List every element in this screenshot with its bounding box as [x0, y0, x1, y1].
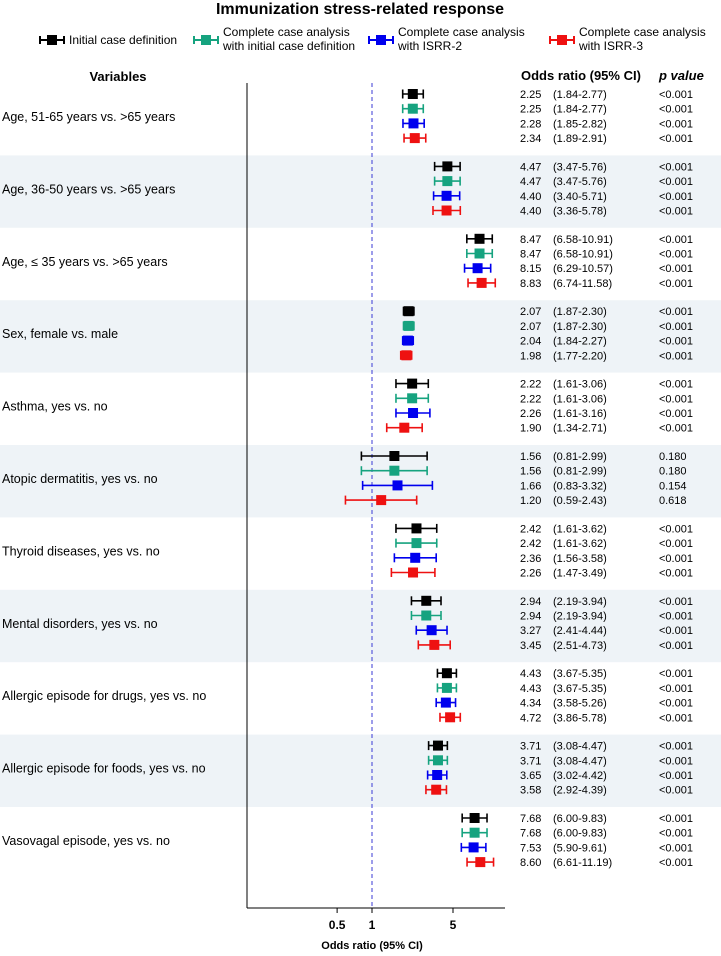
point-estimate — [389, 466, 399, 476]
or-value: 4.40 — [520, 205, 542, 218]
or-value: 2.25 — [520, 89, 542, 101]
variable-label: Atopic dermatitis, yes vs. no — [2, 472, 158, 486]
point-estimate — [442, 176, 452, 186]
point-estimate — [411, 538, 421, 548]
or-value: 4.43 — [520, 682, 542, 695]
p-value: <0.001 — [659, 133, 693, 146]
header-p-value: p value — [659, 68, 704, 83]
point-estimate — [408, 408, 418, 418]
point-estimate — [475, 249, 485, 259]
or-value: 1.66 — [520, 480, 542, 493]
variable-label: Sex, female vs. male — [2, 327, 119, 342]
ci-value: (1.61-3.06) — [553, 378, 607, 391]
ci-value: (1.56-3.58) — [553, 552, 607, 565]
header-variables: Variables — [89, 69, 147, 84]
ci-value: (2.51-4.73) — [553, 639, 607, 652]
p-value: <0.001 — [659, 770, 693, 782]
point-estimate — [432, 770, 442, 780]
or-value: 2.25 — [520, 103, 542, 116]
variable-label: Mental disorders, yes vs. no — [2, 616, 158, 631]
ci-value: (1.34-2.71) — [553, 422, 607, 435]
p-value: <0.001 — [659, 205, 693, 218]
or-value: 3.65 — [520, 770, 542, 782]
legend-label: Complete case analysis — [398, 25, 525, 39]
or-value: 2.22 — [520, 378, 542, 391]
p-value: <0.001 — [659, 320, 693, 333]
point-estimate — [469, 842, 479, 852]
point-estimate — [421, 611, 431, 621]
ci-value: (6.29-10.57) — [553, 263, 613, 276]
p-value: <0.001 — [659, 538, 693, 551]
header-odds-ratio: Odds ratio (95% CI) — [521, 68, 641, 83]
or-value: 2.07 — [520, 306, 542, 319]
or-value: 4.47 — [520, 176, 542, 189]
p-value: 0.180 — [659, 451, 687, 463]
or-value: 2.34 — [520, 133, 542, 146]
legend — [40, 25, 706, 53]
point-estimate — [407, 379, 417, 389]
p-value: <0.001 — [659, 639, 693, 652]
point-estimate — [403, 336, 413, 346]
or-value: 4.43 — [520, 668, 542, 681]
ci-value: (1.84-2.77) — [553, 103, 607, 116]
point-estimate — [427, 625, 437, 635]
point-estimate — [429, 640, 439, 650]
point-estimate — [376, 495, 386, 505]
point-estimate — [433, 755, 443, 765]
ci-value: (0.59-2.43) — [553, 495, 607, 508]
point-estimate — [475, 234, 485, 244]
point-estimate — [389, 451, 399, 461]
ci-value: (1.89-2.91) — [553, 133, 607, 146]
p-value: <0.001 — [659, 233, 693, 246]
p-value: <0.001 — [659, 89, 693, 101]
point-estimate — [477, 278, 487, 288]
p-value: <0.001 — [659, 335, 693, 348]
p-value: <0.001 — [659, 248, 693, 261]
x-tick-label: 0.5 — [328, 918, 346, 932]
ci-value: (3.02-4.42) — [553, 770, 607, 782]
or-value: 2.42 — [520, 523, 542, 536]
p-value: <0.001 — [659, 176, 693, 189]
p-value: <0.001 — [659, 682, 693, 695]
p-value: <0.001 — [659, 668, 693, 681]
or-value: 8.15 — [520, 263, 542, 276]
or-value: 2.07 — [520, 320, 542, 333]
or-value: 8.60 — [520, 857, 542, 870]
ci-value: (1.61-3.62) — [553, 523, 607, 536]
or-value: 4.40 — [520, 190, 542, 203]
x-tick-label: 5 — [449, 918, 457, 932]
or-value: 3.71 — [520, 755, 542, 768]
p-value: <0.001 — [659, 625, 693, 638]
or-value: 2.28 — [520, 118, 542, 131]
variable-label: Age, 36-50 years vs. >65 years — [2, 182, 176, 197]
legend-label: Complete case analysis — [223, 25, 350, 39]
ci-value: (1.87-2.30) — [553, 306, 607, 319]
ci-value: (1.47-3.49) — [553, 567, 607, 580]
point-estimate — [442, 668, 452, 678]
ci-value: (1.61-3.62) — [553, 538, 607, 551]
variable-label: Allergic episode for drugs, yes vs. no — [2, 689, 207, 704]
point-estimate — [408, 568, 418, 578]
ci-value: (1.61-3.06) — [553, 393, 607, 406]
point-estimate — [421, 596, 431, 606]
p-value: <0.001 — [659, 523, 693, 536]
ci-value: (3.36-5.78) — [553, 205, 607, 218]
or-value: 8.47 — [520, 248, 542, 261]
or-value: 7.68 — [520, 813, 542, 825]
or-value: 8.83 — [520, 277, 542, 290]
p-value: <0.001 — [659, 408, 693, 420]
p-value: <0.001 — [659, 857, 693, 870]
p-value: <0.001 — [659, 306, 693, 319]
or-value: 7.53 — [520, 842, 542, 855]
point-estimate — [441, 698, 451, 708]
point-estimate — [404, 306, 414, 316]
p-value: <0.001 — [659, 697, 693, 710]
ci-value: (3.08-4.47) — [553, 740, 607, 753]
or-value: 2.22 — [520, 393, 542, 406]
ci-value: (3.08-4.47) — [553, 755, 607, 768]
point-estimate — [442, 191, 452, 201]
or-value: 1.56 — [520, 465, 542, 478]
ci-value: (3.67-5.35) — [553, 682, 607, 695]
legend-item — [369, 25, 525, 53]
ci-value: (3.47-5.76) — [553, 176, 607, 189]
or-value: 1.20 — [520, 495, 542, 508]
ci-value: (6.00-9.83) — [553, 827, 607, 840]
ci-value: (1.87-2.30) — [553, 320, 607, 333]
ci-value: (6.00-9.83) — [553, 813, 607, 825]
chart-title: Immunization stress-related response — [215, 1, 505, 18]
ci-value: (3.67-5.35) — [553, 668, 607, 681]
ci-value: (3.58-5.26) — [553, 697, 607, 710]
x-axis-label: Odds ratio (95% CI) — [321, 940, 423, 952]
legend-item — [194, 25, 355, 53]
point-estimate — [401, 350, 411, 360]
point-estimate — [445, 712, 455, 722]
p-value: <0.001 — [659, 263, 693, 276]
or-value: 2.04 — [520, 335, 542, 348]
point-estimate — [442, 206, 452, 216]
or-value: 1.90 — [520, 422, 542, 435]
ci-value: (3.47-5.76) — [553, 161, 607, 174]
or-value: 7.68 — [520, 827, 542, 840]
legend-label: Initial case definition — [69, 33, 178, 47]
variable-label: Asthma, yes vs. no — [2, 399, 108, 414]
p-value: <0.001 — [659, 567, 693, 580]
p-value: 0.180 — [659, 465, 687, 478]
p-value: 0.154 — [659, 480, 687, 493]
point-estimate — [393, 480, 403, 490]
p-value: <0.001 — [659, 350, 693, 363]
ci-value: (2.41-4.44) — [553, 625, 607, 638]
legend-marker — [201, 35, 211, 45]
ci-value: (6.58-10.91) — [553, 233, 613, 246]
ci-value: (0.81-2.99) — [553, 465, 607, 478]
legend-label: Complete case analysis — [579, 25, 706, 39]
ci-value: (1.84-2.27) — [553, 335, 607, 348]
ci-value: (1.85-2.82) — [553, 118, 607, 131]
variable-label: Age, ≤ 35 years vs. >65 years — [2, 254, 168, 269]
p-value: <0.001 — [659, 393, 693, 406]
point-estimate — [399, 423, 409, 433]
point-estimate — [473, 263, 483, 273]
variable-label: Vasovagal episode, yes vs. no — [2, 834, 170, 848]
point-estimate — [475, 857, 485, 867]
point-estimate — [404, 321, 414, 331]
p-value: <0.001 — [659, 118, 693, 131]
point-estimate — [411, 523, 421, 533]
or-value: 2.42 — [520, 538, 542, 551]
p-value: <0.001 — [659, 610, 693, 623]
point-estimate — [470, 828, 480, 838]
p-value: <0.001 — [659, 813, 693, 825]
or-value: 1.98 — [520, 350, 542, 363]
ci-value: (2.92-4.39) — [553, 784, 607, 797]
legend-label: with initial case definition — [223, 39, 356, 53]
point-estimate — [431, 785, 441, 795]
p-value: <0.001 — [659, 422, 693, 435]
or-value: 2.36 — [520, 552, 542, 565]
ci-value: (2.19-3.94) — [553, 595, 607, 608]
p-value: <0.001 — [659, 755, 693, 768]
p-value: <0.001 — [659, 827, 693, 840]
point-estimate — [470, 813, 480, 823]
point-estimate — [407, 393, 417, 403]
legend-label: with ISRR-2 — [398, 39, 463, 53]
point-estimate — [410, 133, 420, 143]
or-value: 2.26 — [520, 567, 542, 580]
legend-label: with ISRR-3 — [579, 39, 644, 53]
or-value: 3.45 — [520, 639, 542, 652]
point-estimate — [408, 104, 418, 114]
point-estimate — [410, 553, 420, 563]
ci-value: (6.61-11.19) — [553, 857, 613, 870]
legend-marker — [557, 35, 567, 45]
ci-value: (6.74-11.58) — [553, 277, 613, 290]
or-value: 2.26 — [520, 408, 542, 420]
or-value: 4.47 — [520, 161, 542, 174]
or-value: 4.34 — [520, 697, 542, 710]
p-value: <0.001 — [659, 740, 693, 753]
or-value: 3.58 — [520, 784, 542, 797]
p-value: 0.618 — [659, 495, 687, 508]
ci-value: (1.61-3.16) — [553, 408, 607, 420]
or-value: 3.27 — [520, 625, 542, 638]
or-value: 4.72 — [520, 712, 542, 725]
p-value: <0.001 — [659, 161, 693, 174]
or-value: 2.94 — [520, 610, 542, 623]
ci-value: (3.40-5.71) — [553, 190, 607, 203]
ci-value: (6.58-10.91) — [553, 248, 613, 261]
ci-value: (3.86-5.78) — [553, 712, 607, 725]
point-estimate — [442, 683, 452, 693]
p-value: <0.001 — [659, 103, 693, 116]
or-value: 8.47 — [520, 233, 542, 246]
p-value: <0.001 — [659, 842, 693, 855]
or-value: 1.56 — [520, 451, 542, 463]
ci-value: (1.77-2.20) — [553, 350, 607, 363]
p-value: <0.001 — [659, 595, 693, 608]
x-tick-label: 1 — [368, 918, 376, 932]
point-estimate — [433, 741, 443, 751]
legend-item — [550, 25, 706, 53]
point-estimate — [408, 89, 418, 99]
ci-value: (1.84-2.77) — [553, 89, 607, 101]
p-value: <0.001 — [659, 784, 693, 797]
p-value: <0.001 — [659, 712, 693, 725]
p-value: <0.001 — [659, 552, 693, 565]
point-estimate — [408, 118, 418, 128]
ci-value: (5.90-9.61) — [553, 842, 607, 855]
legend-marker — [376, 35, 386, 45]
ci-value: (0.81-2.99) — [553, 451, 607, 463]
legend-item — [40, 33, 177, 47]
variable-label: Allergic episode for foods, yes vs. no — [2, 761, 206, 776]
ci-value: (0.83-3.32) — [553, 480, 607, 493]
point-estimate — [442, 161, 452, 171]
ci-value: (2.19-3.94) — [553, 610, 607, 623]
p-value: <0.001 — [659, 190, 693, 203]
p-value: <0.001 — [659, 378, 693, 391]
p-value: <0.001 — [659, 277, 693, 290]
legend-marker — [47, 35, 57, 45]
variable-label: Age, 51-65 years vs. >65 years — [2, 110, 176, 124]
or-value: 3.71 — [520, 740, 542, 753]
variable-label: Thyroid diseases, yes vs. no — [2, 544, 160, 559]
or-value: 2.94 — [520, 595, 542, 608]
